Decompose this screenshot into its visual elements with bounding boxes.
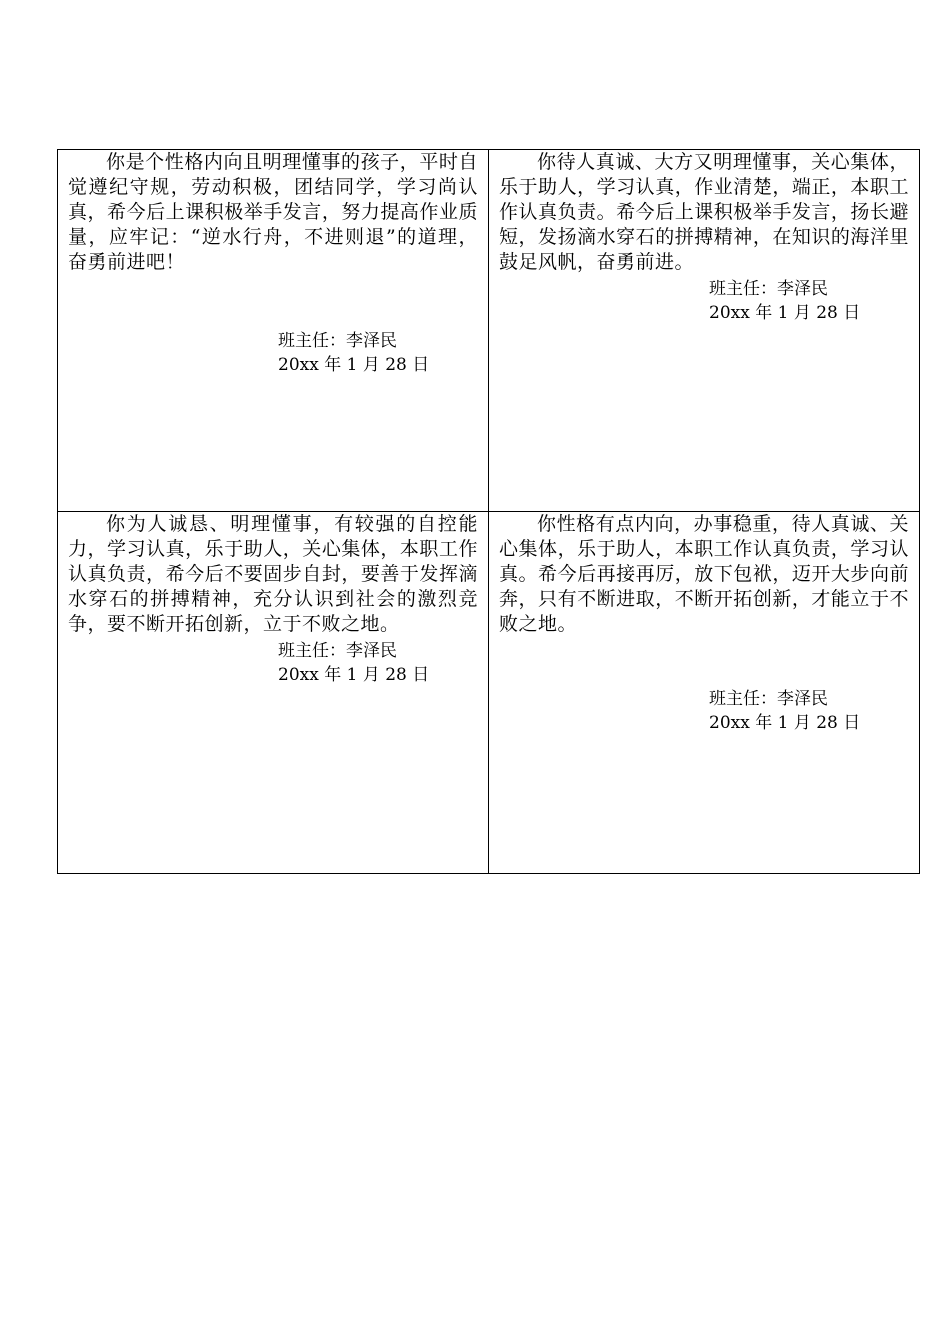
- comment-cell-2: [489, 150, 920, 512]
- comment-text: 你是个性格内向且明理懂事的孩子，平时自觉遵纪守规，劳动积极，团结同学，学习尚认真，希今后上课积极举手发言，努力提高作业质量，应牢记：“逆水行舟，不进则退”的道理，奋勇前进吧！: [68, 151, 478, 273]
- signature-date: 20xx 年 1 月 28 日: [709, 713, 861, 733]
- signature-date: 20xx 年 1 月 28 日: [278, 665, 430, 685]
- signature-block: [499, 277, 909, 325]
- teacher-name: 班主任：李泽民: [278, 331, 397, 351]
- teacher-name: 班主任：李泽民: [709, 689, 828, 709]
- comment-cell-4: [489, 512, 920, 874]
- signature-date: 20xx 年 1 月 28 日: [709, 303, 861, 323]
- table-row: [58, 150, 920, 512]
- signature-block: [68, 639, 478, 687]
- signature-block: [499, 687, 909, 735]
- comment-cell-1: [58, 150, 489, 512]
- comment-cell-3: [58, 512, 489, 874]
- teacher-name: 班主任：李泽民: [278, 641, 397, 661]
- comment-text: 你性格有点内向，办事稳重，待人真诚、关心集体，乐于助人，本职工作认真负责，学习认真。希今后再接再厉，放下包袱，迈开大步向前奔，只有不断进取，不断开拓创新，才能立于不败之地。: [499, 513, 909, 635]
- comment-table: [57, 149, 920, 874]
- teacher-name: 班主任：李泽民: [709, 279, 828, 299]
- table-row: [58, 512, 920, 874]
- signature-block: [68, 329, 478, 377]
- signature-date: 20xx 年 1 月 28 日: [278, 355, 430, 375]
- comment-text: 你待人真诚、大方又明理懂事，关心集体，乐于助人，学习认真，作业清楚，端正，本职工作认真负责。希今后上课积极举手发言，扬长避短，发扬滴水穿石的拼搏精神，在知识的海洋里鼓足风帆，奋勇前进。: [499, 151, 909, 273]
- comment-text: 你为人诚恳、明理懂事，有较强的自控能力，学习认真，乐于助人，关心集体，本职工作认真负责，希今后不要固步自封，要善于发挥滴水穿石的拼搏精神，充分认识到社会的激烈竞争，要不断开拓创新，立于不败之地。: [68, 513, 478, 635]
